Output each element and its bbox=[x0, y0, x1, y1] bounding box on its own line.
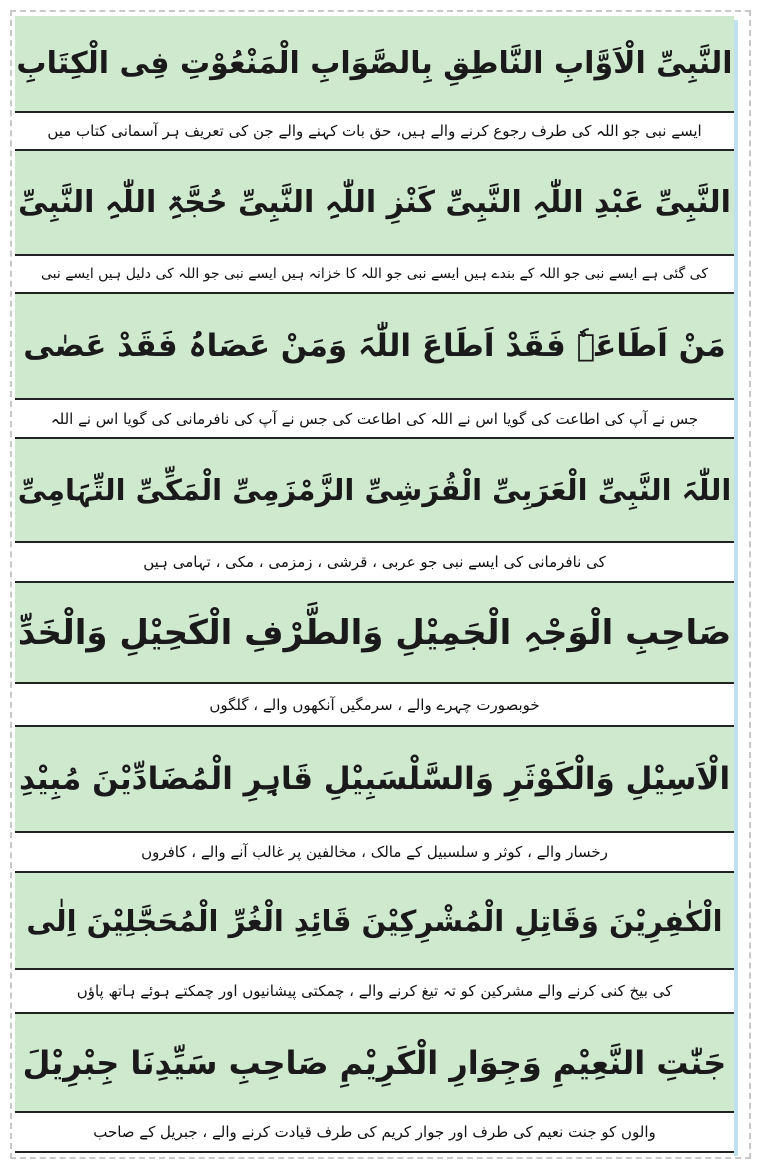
arabic-line-5: صَاحِبِ الْوَجْہِ الْجَمِیْلِ وَالطَّرْفِ الْکَحِیْلِ وَالْخَدِّ bbox=[15, 583, 734, 682]
urdu-line-3: جس نے آپ کی اطاعت کی گویا اس نے اللہ کی اطاعت کی جس نے آپ کی نافرمانی کی گویا اس نے اللہ bbox=[15, 398, 734, 439]
text-panel bbox=[15, 16, 734, 1153]
arabic-line-3: مَنْ اَطَاعَہٗ فَقَدْ اَطَاعَ اللّٰہَ وَمَنْ عَصَاہُ فَقَدْ عَصٰی bbox=[15, 294, 734, 398]
arabic-line-8: جَنّٰتِ النَّعِیْمِ وَجِوَارِ الْکَرِیْمِ صَاحِبِ سَیِّدِنَا جِبْرِیْلَ bbox=[15, 1014, 734, 1111]
urdu-line-8: والوں کو جنت نعیم کی طرف اور جوار کریم کی طرف قیادت کرنے والے ، جبریل کے صاحب bbox=[15, 1111, 734, 1153]
arabic-line-6: الْاَسِیْلِ وَالْکَوْثَرِ وَالسَّلْسَبِیْلِ قَاہِرِ الْمُضَادِّیْنَ مُبِیْدِ bbox=[15, 727, 734, 831]
arabic-line-1: النَّبِیِّ الْاَوَّابِ النَّاطِقِ بِالصَّوَابِ الْمَنْعُوْتِ فِی الْکِتَابِ bbox=[15, 16, 734, 111]
urdu-line-5: خوبصورت چہرے والے ، سرمگیں آنکھوں والے ، گلگوں bbox=[15, 682, 734, 727]
urdu-line-2: کی گئی ہے ایسے نبی جو اللہ کے بندے ہیں ایسے نبی جو اللہ کا خزانہ ہیں ایسے نبی جو اللہ کی دلیل ہیں ایسے نبی bbox=[15, 254, 734, 294]
urdu-line-4: کی نافرمانی کی ایسے نبی جو عربی ، قرشی ، زمزمی ، مکی ، تہامی ہیں bbox=[15, 541, 734, 583]
urdu-line-7: کی بیخ کنی کرنے والے مشرکین کو تہ تیغ کرنے والے ، چمکتی پیشانیوں اور چمکتے ہوئے ہاتھ پاؤں bbox=[15, 968, 734, 1014]
arabic-line-4: اللّٰہَ النَّبِیِّ الْعَرَبِیِّ الْقُرَشِیِّ الزَّمْزَمِیِّ الْمَکِّیِّ التِّہَامِیِّ bbox=[15, 439, 734, 541]
arabic-line-7: الْکٰفِرِیْنَ وَقَاتِلِ الْمُشْرِکِیْنَ قَائِدِ الْغُرِّ الْمُحَجَّلِیْنَ اِلٰی bbox=[15, 873, 734, 968]
page-edge bbox=[734, 20, 738, 1156]
arabic-line-2: النَّبِیِّ عَبْدِ اللّٰہِ النَّبِیِّ کَنْزِ اللّٰہِ النَّبِیِّ حُجَّۃِ اللّٰہِ النَّبِیِّ bbox=[15, 151, 734, 254]
urdu-line-6: رخسار والے ، کوثر و سلسبیل کے مالک ، مخالفین پر غالب آنے والے ، کافروں bbox=[15, 831, 734, 873]
urdu-line-1: ایسے نبی جو اللہ کی طرف رجوع کرنے والے ہیں، حق بات کہنے والے جن کی تعریف ہر آسمانی کتاب میں bbox=[15, 111, 734, 151]
